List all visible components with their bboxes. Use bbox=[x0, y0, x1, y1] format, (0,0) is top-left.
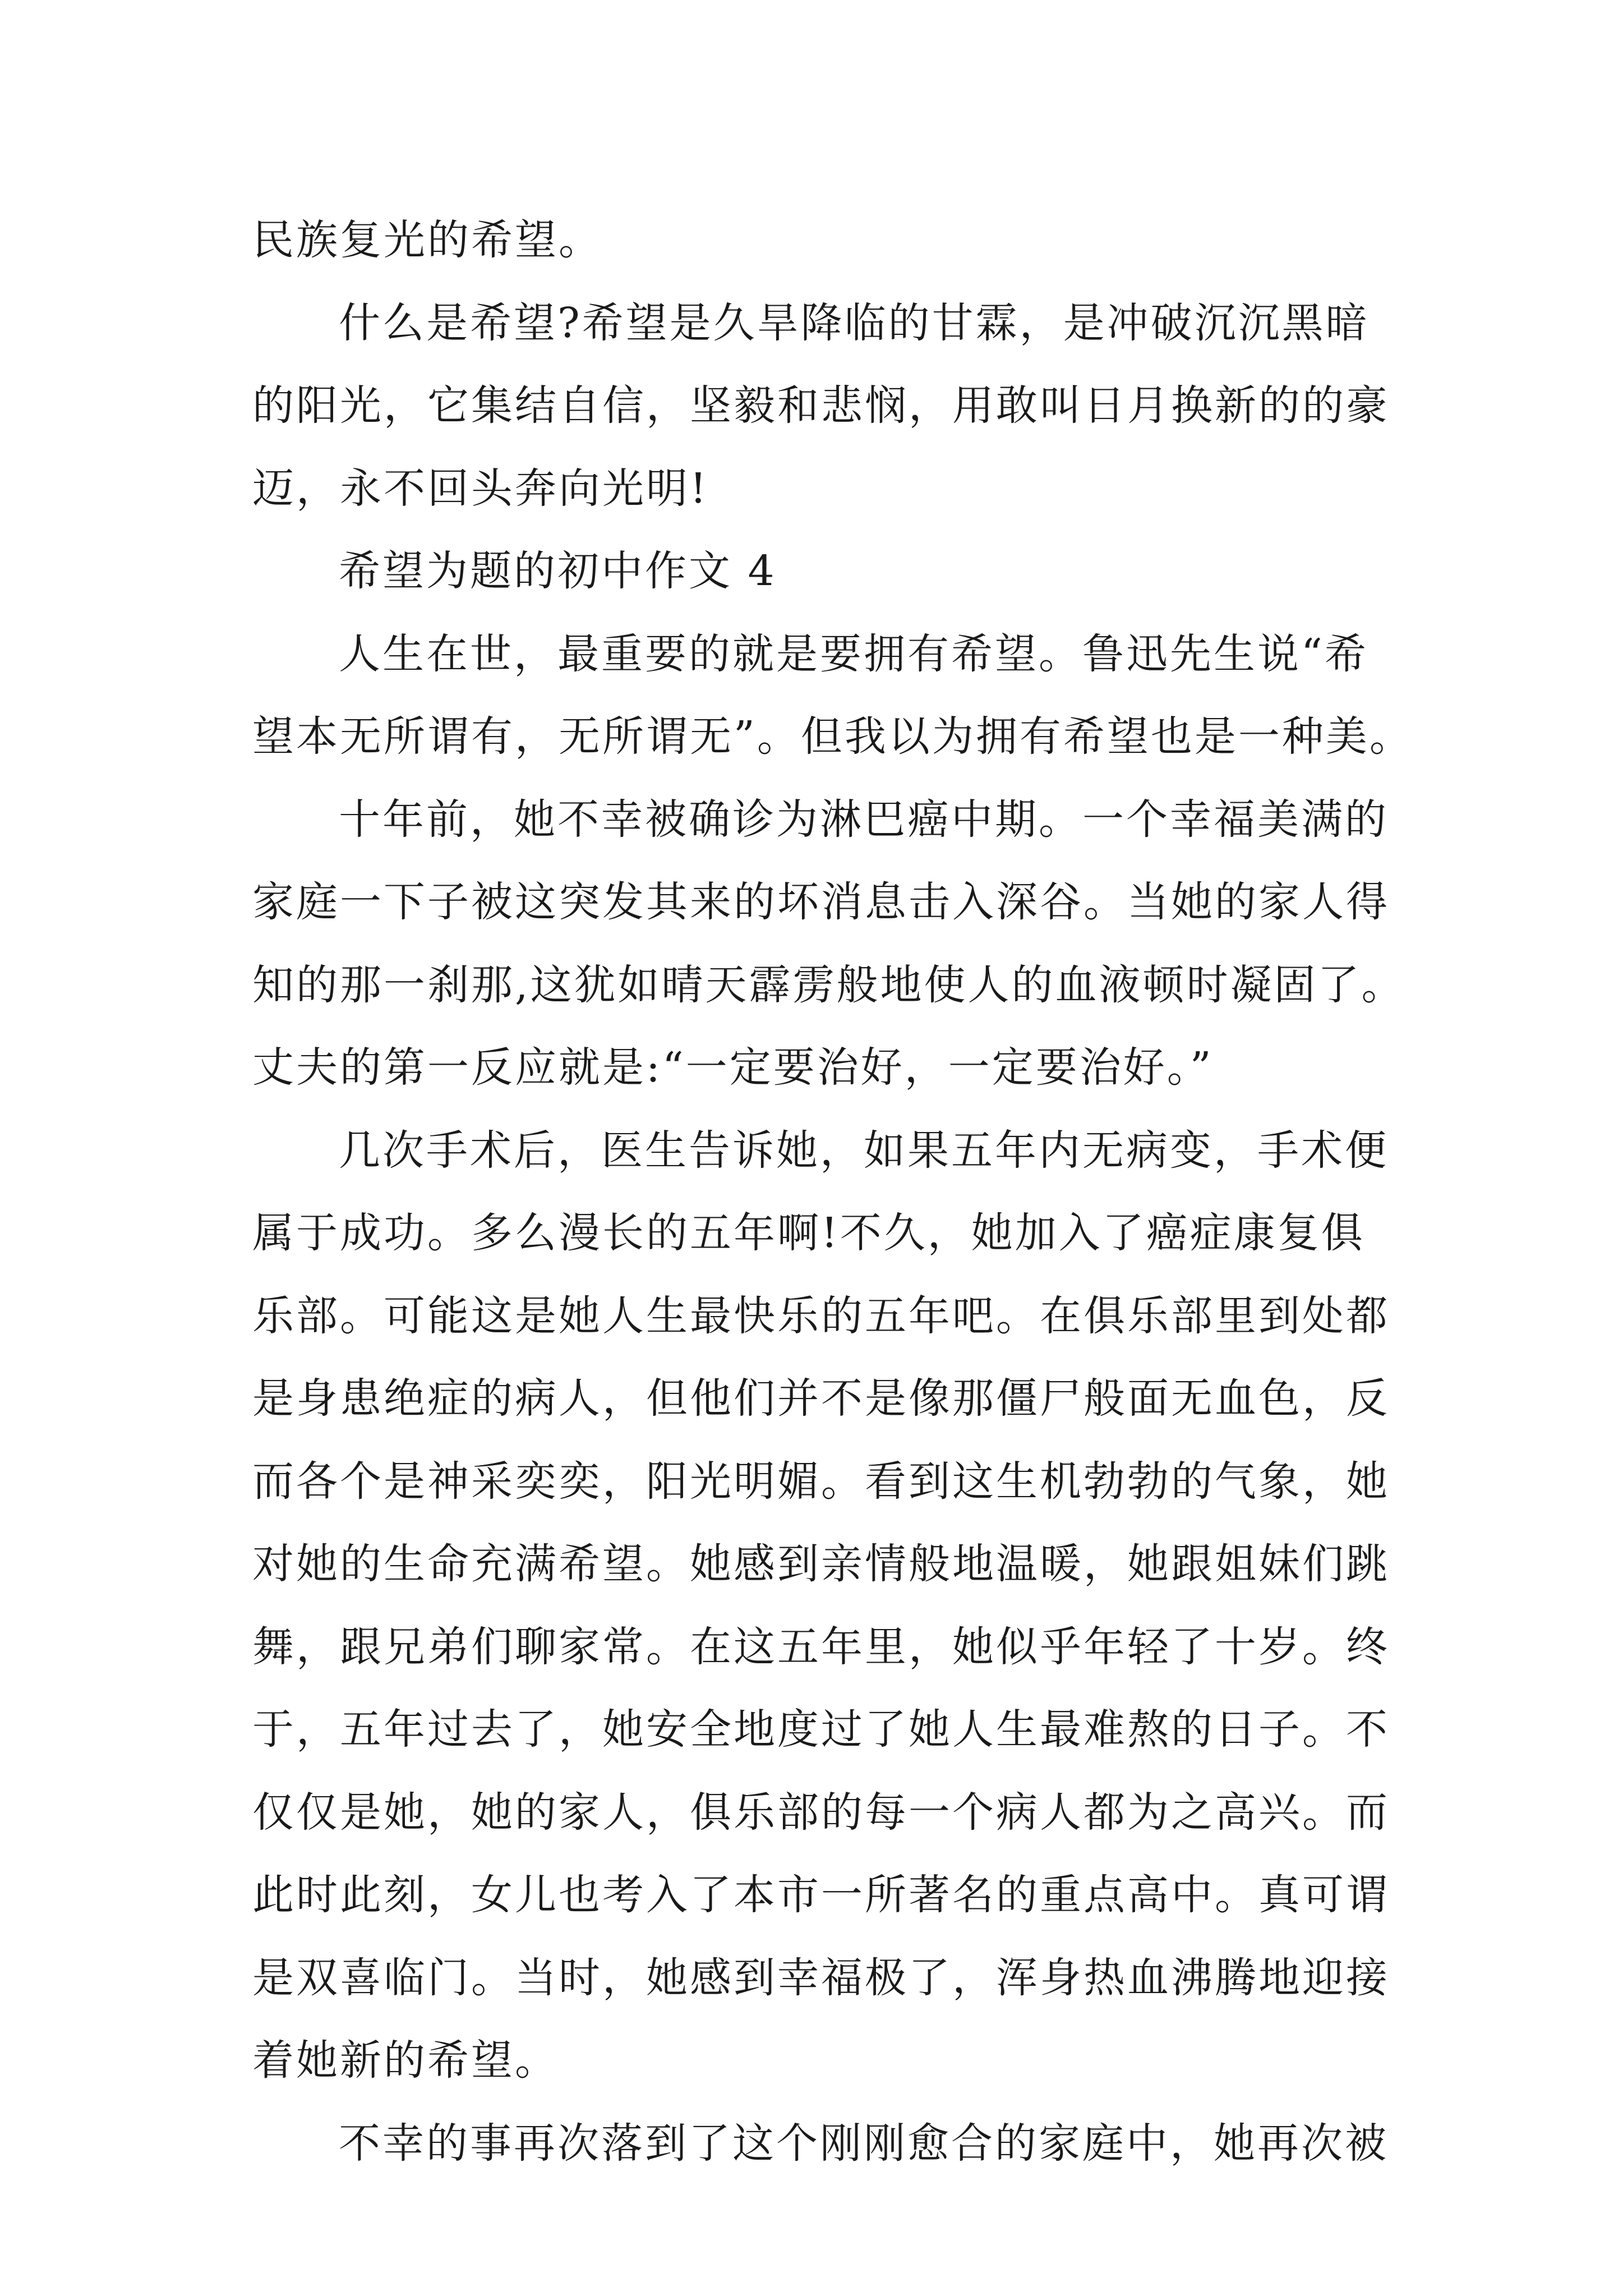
text-line: 什么是希望?希望是久旱降临的甘霖，是冲破沉沉黑暗 bbox=[339, 298, 1370, 347]
section-heading: 希望为题的初中作文 4 bbox=[339, 547, 777, 595]
text-line: 着她新的希望。 bbox=[252, 2036, 559, 2085]
document-body bbox=[252, 199, 1413, 2185]
text-line: 十年前，她不幸被确诊为淋巴癌中期。一个幸福美满的 bbox=[339, 795, 1389, 844]
text-line: 几次手术后，医生告诉她，如果五年内无病变，手术便 bbox=[339, 1126, 1389, 1175]
text-line: 民族复光的希望。 bbox=[252, 216, 602, 264]
text-line: 是双喜临门。当时，她感到幸福极了，浑身热血沸腾地迎接 bbox=[252, 1953, 1390, 2002]
text-line: 乐部。可能这是她人生最快乐的五年吧。在俱乐部里到处都 bbox=[252, 1291, 1390, 1340]
text-line: 而各个是神采奕奕，阳光明媚。看到这生机勃勃的气象，她 bbox=[252, 1457, 1390, 1506]
text-line: 舞，跟兄弟们聊家常。在这五年里，她似乎年轻了十岁。终 bbox=[252, 1622, 1390, 1671]
text-line: 家庭一下子被这突发其来的坏消息击入深谷。当她的家人得 bbox=[252, 878, 1390, 926]
text-line: 的阳光，它集结自信，坚毅和悲悯，用敢叫日月换新的的豪 bbox=[252, 381, 1390, 430]
text-line: 于，五年过去了，她安全地度过了她人生最难熬的日子。不 bbox=[252, 1705, 1390, 1754]
text-line: 对她的生命充满希望。她感到亲情般地温暖，她跟姐妹们跳 bbox=[252, 1540, 1390, 1588]
text-line: 此时此刻，女儿也考入了本市一所著名的重点高中。真可谓 bbox=[252, 1871, 1390, 1919]
text-line: 丈夫的第一反应就是:“一定要治好，一定要治好。” bbox=[252, 1043, 1214, 1092]
text-line: 是身患绝症的病人，但他们并不是像那僵尸般面无血色，反 bbox=[252, 1374, 1390, 1423]
text-line: 不幸的事再次落到了这个刚刚愈合的家庭中，她再次被 bbox=[339, 2119, 1389, 2168]
text-line: 属于成功。多么漫长的五年啊!不久，她加入了癌症康复俱 bbox=[252, 1209, 1365, 1257]
text-line: 望本无所谓有，无所谓无”。但我以为拥有希望也是一种美。 bbox=[252, 712, 1413, 761]
text-line: 人生在世，最重要的就是要拥有希望。鲁迅先生说“希 bbox=[339, 629, 1368, 678]
text-line: 迈，永不回头奔向光明! bbox=[252, 464, 709, 513]
text-line: 知的那一刹那,这犹如晴天霹雳般地使人的血液顿时凝固了。 bbox=[252, 960, 1405, 1009]
text-line: 仅仅是她，她的家人，俱乐部的每一个病人都为之高兴。而 bbox=[252, 1788, 1390, 1837]
